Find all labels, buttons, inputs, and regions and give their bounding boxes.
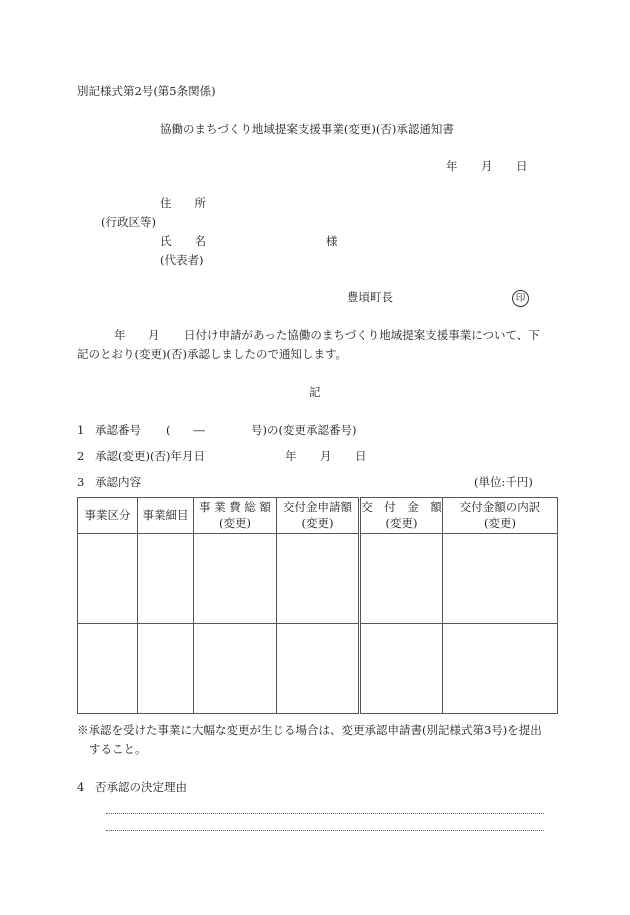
- body-month: 月: [148, 328, 160, 342]
- body-line-2: 記のとおり(変更)(否)承認しましたので通知します。: [77, 347, 348, 361]
- seal-mark: 印: [512, 290, 529, 307]
- item-2-label: 承認(変更)(否)年月日: [95, 449, 205, 463]
- table-row: [78, 624, 558, 714]
- header-kofu-kingaku: 交 付 金 額 (変更): [360, 498, 443, 534]
- header-jigyohi-sogaku: 事 業 費 総 額 (変更): [194, 498, 277, 534]
- ki-heading: 記: [309, 385, 321, 399]
- item-1-number: 1: [77, 423, 85, 437]
- document-title: 協働のまちづくり地域提案支援事業(変更)(否)承認通知書: [160, 122, 454, 136]
- org-label: (行政区等): [101, 215, 156, 229]
- table-cell: [138, 624, 194, 714]
- reason-dotted-line: [106, 830, 544, 831]
- item-3-number: 3: [77, 475, 85, 489]
- reason-dotted-line: [106, 813, 544, 814]
- note-line-2: すること。: [89, 742, 147, 756]
- header-jigyo-saimoku: 事業細目: [138, 498, 194, 534]
- item-3-label: 承認内容: [95, 475, 141, 489]
- table-cell: [443, 624, 558, 714]
- address-label: 住 所: [160, 196, 206, 210]
- table-cell: [443, 534, 558, 624]
- table-cell: [360, 534, 443, 624]
- item-1-label: 承認番号: [95, 423, 141, 437]
- table-cell: [194, 534, 277, 624]
- body-year: 年: [114, 328, 126, 342]
- table-cell: [78, 534, 138, 624]
- table-cell: [138, 534, 194, 624]
- item-1-value: ( ― 号)の(変更承認番号): [166, 423, 357, 437]
- approval-table: [77, 497, 558, 714]
- body-line-1: 日付け申請があった協働のまちづくり地域提案支援事業について、下: [184, 328, 540, 342]
- header-jigyo-kubun: 事業区分: [78, 498, 138, 534]
- item-4-label: 否承認の決定理由: [95, 780, 187, 794]
- date-day: 日: [516, 159, 528, 173]
- name-label: 氏 名: [160, 234, 206, 248]
- item-2-year: 年: [285, 449, 297, 463]
- honorific: 様: [326, 234, 338, 248]
- header-kofu-uchiwake: 交付金額の内訳 (変更): [443, 498, 558, 534]
- item-2-number: 2: [77, 449, 85, 463]
- issuer-name: 豊頃町長: [347, 290, 393, 304]
- form-label: 別記様式第2号(第5条関係): [77, 84, 216, 98]
- table-header-row: [78, 498, 558, 534]
- item-2-day: 日: [355, 449, 367, 463]
- date-month: 月: [481, 159, 493, 173]
- table-cell: [277, 624, 360, 714]
- unit-label: (単位:千円): [474, 475, 533, 489]
- table-cell: [78, 624, 138, 714]
- table-cell: [194, 624, 277, 714]
- table-cell: [277, 534, 360, 624]
- table-row: [78, 534, 558, 624]
- item-4-number: 4: [77, 780, 85, 794]
- item-2-month: 月: [320, 449, 332, 463]
- table-cell: [360, 624, 443, 714]
- header-shinsei-gaku: 交付金申請額 (変更): [277, 498, 360, 534]
- date-year: 年: [446, 159, 458, 173]
- note-line-1: ※承認を受けた事業に大幅な変更が生じる場合は、変更承認申請書(別記様式第3号)を提出: [77, 723, 542, 737]
- representative-label: (代表者): [160, 253, 204, 267]
